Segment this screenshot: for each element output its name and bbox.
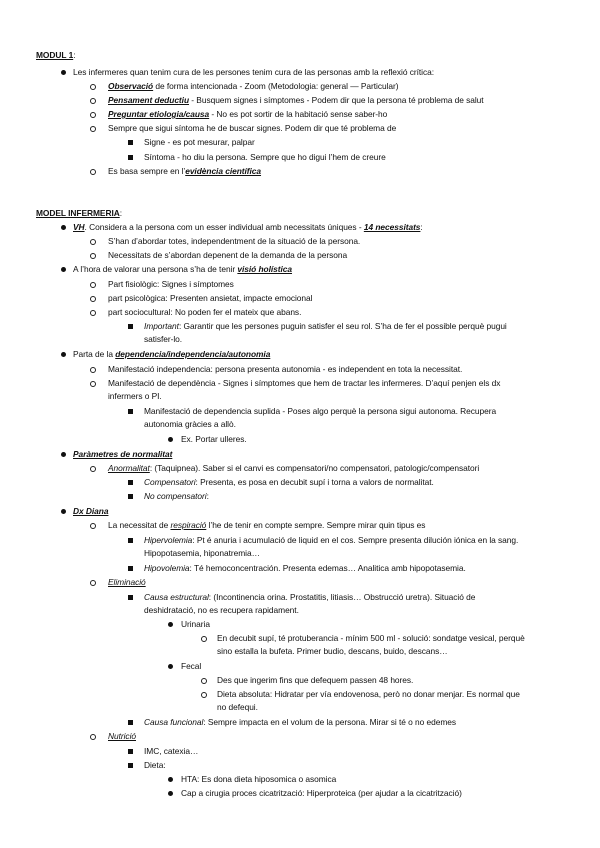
decubit-line-cont: sino estalla la bufeta. Primer budio, descans, buido, descans… xyxy=(217,646,448,656)
bullet-circle xyxy=(90,169,96,175)
modul1-heading: MODUL 1: xyxy=(36,50,76,60)
bullet-dot xyxy=(168,664,173,669)
compensatori-line: Compensatori: Presenta, es posa en decubit supí i torna a valors de normalitat. xyxy=(144,477,434,487)
bullet-square xyxy=(128,538,133,543)
bullet-square xyxy=(128,155,133,160)
des-que-line: Des que ingerim fins que defequem passen 48 hores. xyxy=(217,675,414,685)
modul1-intro: Les infermeres quan tenim cura de les persones tenim cura de las personas amb la reflexió crítica: xyxy=(73,67,434,77)
bullet-square xyxy=(128,494,133,499)
bullet-dot xyxy=(61,509,66,514)
bullet-square xyxy=(128,324,133,329)
bullet-circle xyxy=(90,367,96,373)
preguntar-line: Preguntar etiologia/causa - No es pot sortir de la habitació sense saber-ho xyxy=(108,109,388,119)
sintoma-line: Síntoma - ho diu la persona. Sempre que ho digui l’hem de creure xyxy=(144,152,386,162)
cap-a-cirugia-line: Cap a cirugia proces cicatrització: Hiperproteica (per ajudar a la cicatrització) xyxy=(181,788,462,798)
bullet-square xyxy=(128,409,133,414)
suplida-line: Manifestació de dependencia suplida - Poses algo perquè la persona sigui autonoma. Recupera xyxy=(144,406,497,416)
part-sociocultural: part sociocultural: No poden fer el mateix que abans. xyxy=(108,307,302,317)
bullet-circle xyxy=(90,239,96,245)
parametres-line: Paràmetres de normalitat xyxy=(73,449,173,459)
bullet-circle xyxy=(90,296,96,302)
causa-estructural-line-cont: deshidratació, no es recupera rapidament. xyxy=(144,605,299,615)
bullet-circle xyxy=(90,253,96,259)
bullet-square xyxy=(128,480,133,485)
bullet-dot xyxy=(61,70,66,75)
part-psicologica: part psicològica: Presenten ansietat, impacte emocional xyxy=(108,293,313,303)
fecal-line: Fecal xyxy=(181,661,202,671)
manif-dep-line: Manifestació de dependència - Signes i símptomes que hem de tractar les infermeres. D’aquí penjen els dx xyxy=(108,378,501,388)
imc-line: IMC, catexia… xyxy=(144,746,199,756)
eliminacio-line: Eliminació xyxy=(108,577,146,587)
causa-estructural-line: Causa estructural: (Incontinencia orina. Prostatitis, litiasis… Obstrucció uretra). Situació de xyxy=(144,592,476,602)
bullet-circle xyxy=(90,734,96,740)
important-line: Important: Garantir que les persones puguin satisfer el seu rol. S’ha de fer el possible perquè pugui xyxy=(144,321,507,331)
bullet-dot xyxy=(61,452,66,457)
bullet-dot xyxy=(168,791,173,796)
nutricio-line: Nutrició xyxy=(108,731,136,741)
bullet-square xyxy=(128,140,133,145)
bullet-square xyxy=(128,763,133,768)
causa-funcional-line: Causa funcional: Sempre impacta en el volum de la persona. Mirar si té o no edemes xyxy=(144,717,456,727)
ex-line: Ex. Portar ulleres. xyxy=(181,434,247,444)
bullet-dot xyxy=(168,622,173,627)
model-heading: MODEL INFERMERIA: xyxy=(36,208,123,218)
urinaria-line: Urinaria xyxy=(181,619,210,629)
bullet-circle xyxy=(90,98,96,104)
hipervolemia-line: Hipervolemia: Pt é anuria i acumulació de liquid en el cos. Sempre presenta dilución iónica en la sang. xyxy=(144,535,519,545)
bullet-circle xyxy=(90,523,96,529)
bullet-dot xyxy=(168,777,173,782)
dieta-absoluta-line-cont: no defequi. xyxy=(217,702,258,712)
bullet-square xyxy=(128,749,133,754)
sempre-line: Sempre que sigui síntoma he de buscar signes. Podem dir que té problema de xyxy=(108,123,397,133)
suplida-line-cont: autonomia gràcies a allò. xyxy=(144,419,236,429)
manif-indep-line: Manifestació independencia: persona presenta autonomia - es independent en tota la necessitat. xyxy=(108,364,463,374)
bullet-dot xyxy=(61,352,66,357)
observacio-line: Observació de forma intencionada - Zoom (Metodologia: general — Particular) xyxy=(108,81,399,91)
bullet-square xyxy=(128,720,133,725)
signe-line: Signe - es pot mesurar, palpar xyxy=(144,137,255,147)
bullet-circle xyxy=(90,381,96,387)
dieta-line: Dieta: xyxy=(144,760,166,770)
valorar-line: A l’hora de valorar una persona s’ha de tenir visió holística xyxy=(73,264,293,274)
no-compensatori-line: No compensatori: xyxy=(144,491,209,501)
bullet-circle xyxy=(90,580,96,586)
basa-line: Es basa sempre en l’evidència científica xyxy=(108,166,262,176)
hipervolemia-line-cont: Hipopotasemia, hiponatremia… xyxy=(144,548,260,558)
bullet-circle xyxy=(201,636,207,642)
bullet-circle xyxy=(90,310,96,316)
anormalitat-line: Anormalitat: (Taquipnea). Saber si el canvi es compensatori/no compensatori, patologic/compensatori xyxy=(108,463,480,473)
pensament-line: Pensament deductiu - Busquem signes i símptomes - Podem dir que la persona té problema de salut xyxy=(108,95,484,105)
bullet-circle xyxy=(90,84,96,90)
dependencia-line: Parta de la dependencia/independencia/autonomia xyxy=(73,349,271,359)
hipovolemia-line: Hipovolemia: Té hemoconcentración. Presenta edemas… Analitica amb hipopotasemia. xyxy=(144,563,466,573)
respiracio-line: La necessitat de respiració l’he de tenir en compte sempre. Sempre mirar quin tipus es xyxy=(108,520,426,530)
hta-line: HTA: Es dona dieta hiposomica o asomica xyxy=(181,774,337,784)
bullet-dot xyxy=(61,267,66,272)
bullet-circle xyxy=(90,282,96,288)
bullet-circle xyxy=(90,112,96,118)
manif-dep-line-cont: infermers o PI. xyxy=(108,391,162,401)
part-fisiologic: Part fisiològic: Signes i símptomes xyxy=(108,279,234,289)
vh-line: VH. Considera a la persona com un esser individual amb necessitats úniques - 14 necessitats: xyxy=(73,222,423,232)
important-line-cont: satisfer-lo. xyxy=(144,334,183,344)
bullet-circle xyxy=(201,678,207,684)
dx-diana-line: Dx Diana xyxy=(73,506,109,516)
bullet-square xyxy=(128,595,133,600)
abordar-line: S’han d’abordar totes, independentment de la situació de la persona. xyxy=(108,236,361,246)
bullet-circle xyxy=(90,466,96,472)
dieta-absoluta-line: Dieta absoluta: Hidratar per vía endovenosa, però no donar menjar. Es normal que xyxy=(217,689,520,699)
bullet-dot xyxy=(168,437,173,442)
bullet-circle xyxy=(201,692,207,698)
decubit-line: En decubit supí, té protuberancia - mínim 500 ml - solució: sondatge vesical, perquè xyxy=(217,633,525,643)
bullet-dot xyxy=(61,225,66,230)
necessitats-line: Necessitats de s’abordan depenent de la demanda de la persona xyxy=(108,250,348,260)
bullet-square xyxy=(128,566,133,571)
bullet-circle xyxy=(90,126,96,132)
